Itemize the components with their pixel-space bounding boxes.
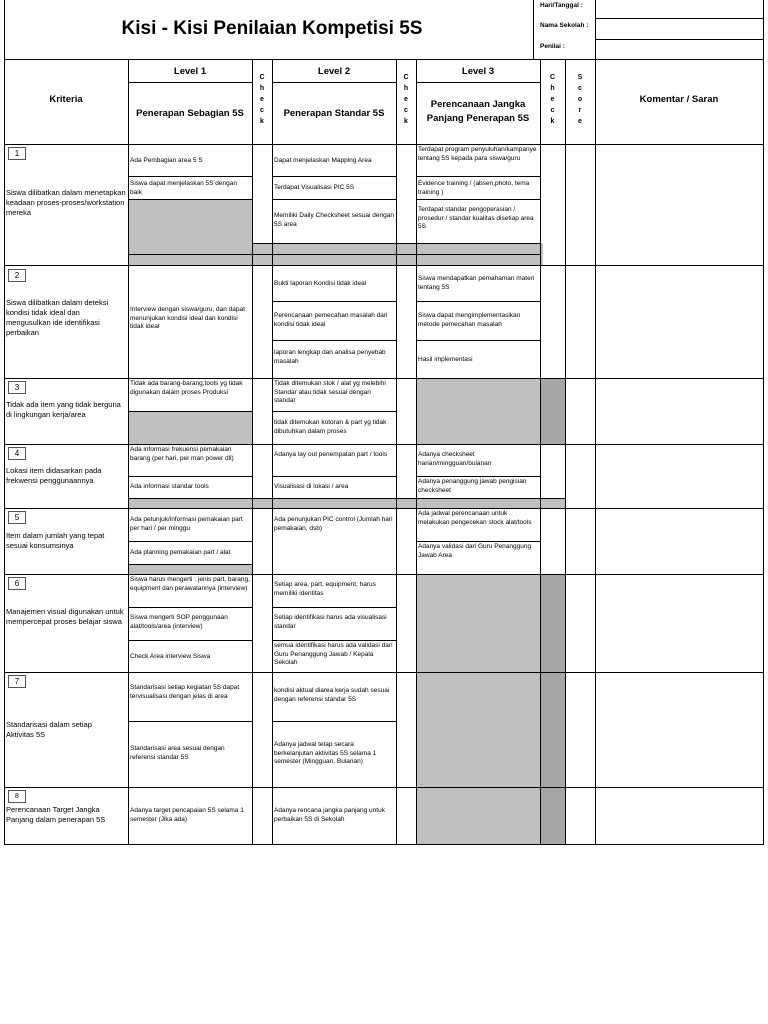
level3-item: Terdapat standar pengoperasian / prosedur / standar kualitas disetiap area 5S (418, 206, 534, 230)
level3-item: Adanya validasi dari Guru Penanggung Jawab Area (418, 543, 532, 559)
date-field-line[interactable] (595, 18, 764, 19)
row-number: 3 (8, 381, 26, 394)
level3-item: Adanya penanggung jawab pengisian checksheet (418, 478, 527, 494)
shade (129, 411, 252, 444)
level2-item: Bukti laporan Kondisi tidak ideal (274, 280, 367, 287)
level1-desc: Penerapan Sebagian 5S (136, 108, 244, 119)
level3-item: Terdapat program penyuluhan/kampanye tentang 5S kepada para siswa/guru (418, 146, 537, 162)
level3-item: Hasil implementasi (418, 356, 473, 363)
level2-item: laporan lengkap dan analisa penyebab masalah (274, 349, 386, 365)
level1-item: Standarisasi setiap kegiatan 5S dapat tervisualisasi dengan jelas di area (130, 684, 240, 700)
row-number: 6 (8, 577, 26, 590)
level2-item: Setiap identifikasi harus ada visualisasi standar (274, 614, 387, 630)
level2-header: Level 2 (317, 66, 351, 77)
level1-item: Siswa harus mengerti : jenis part, barang, equipment dan perawatannya (interview) (130, 576, 250, 592)
divider (595, 0, 596, 60)
level2-item: semua identifikasi harus ada validasi dari Guru Penanggung Jawab / Kepala Sekolah (274, 642, 393, 666)
level1-item: Check Area interview Siswa (130, 653, 211, 660)
level2-item: Perencanaan pemecahan masalah dari kondisi tidak ideal (274, 312, 388, 328)
row-number: 1 (8, 147, 26, 160)
assessment-sheet (4, 0, 764, 845)
level2-item: Adanya jadwal tetap secara berkelanjutan aktivitas 5S selama 1 semester (Mingguan, Bulanan) (274, 741, 377, 765)
level1-item: Ada Pembagian area 5 S (130, 157, 203, 164)
divider (533, 0, 534, 60)
level1-item: Siswa dapat menjelaskan 5S dengan baik (130, 180, 237, 196)
level3-header: Level 3 (461, 66, 495, 77)
criteria-text: Standarisasi dalam setiap Aktivitas 5S (6, 720, 92, 739)
shade (416, 378, 540, 444)
level2-item: Ada penunjukan PIC control (Jumlah hari pemakaian, dsb) (274, 516, 393, 532)
shade (416, 574, 540, 844)
shade (129, 564, 252, 574)
level3-item: Evidence training / (absen,photo, tema training ) (418, 180, 530, 196)
criteria-text: Siswa dilibatkan dalam deteksi kondisi tidak ideal dan mengusulkan ide identifikasi perbaikan (6, 298, 109, 337)
criteria-text: Perencanaan Target Jangka Panjang dalam penerapan 5S (6, 805, 106, 824)
level2-item: Memiliki Daily Checksheet sesuai dengan 5S area (274, 212, 394, 228)
level3-desc: Perencanaan Jangka Panjang Penerapan 5S (426, 99, 530, 124)
level3-item: Siswa mendapatkan pemahaman materi tentang 5S (418, 275, 535, 291)
level2-item: Adanya rencana jangka panjang untuk perbaikan 5S di Sekolah (274, 807, 385, 823)
level1-item: Tidak ada barang-barang,tools yg tidak digunakan dalam proses Produksi (130, 380, 243, 396)
score-header: S c o r e (577, 74, 583, 125)
level2-item: Visualisasi di lokasi / area (274, 483, 349, 490)
criteria-text: Siswa dilibatkan dalam menetapkan keadaan proses-proses/workstation mereka (6, 188, 126, 217)
level2-item: Dapat menjelaskan Mapping Area (274, 157, 372, 164)
row-number: 5 (8, 511, 26, 524)
assessor-label: Penilai : (540, 43, 565, 50)
level3-item: Ada jadwal perencanaan untuk melakukan pengecekan stock alat/tools (418, 510, 532, 526)
shade (540, 378, 565, 444)
level1-item: Ada planning pemakaian part / alat (130, 549, 231, 556)
check-header-1: C h e c k (259, 74, 265, 125)
school-label: Nama Sekolah : (540, 22, 589, 29)
criteria-text: Item dalam jumlah yang tepat sesuai konsumsinya (6, 531, 105, 550)
level1-item: Ada informasi frekuensi pemakaian barang (per hari, per man power dll) (130, 446, 234, 462)
shade (129, 498, 565, 508)
level1-item: Ada petunjuk/informasi pemakaian part per hari / per minggu (130, 516, 243, 532)
criteria-text: Manajemen visual digunakan untuk mempercepat proses belajar siswa (6, 607, 124, 626)
criteria-text: Tidak ada item yang tidak berguna di lingkungan kerja/area (6, 400, 121, 419)
level3-item: Adanya checksheet harian/mingguan/bulanan (418, 451, 492, 467)
level2-item: Setiap area, part, equipment, harus memiliki identitas (274, 581, 376, 597)
level1-item: Standarisasi area sesuai dengan referensi standar 5S (130, 745, 225, 761)
level1-item: Interview dengan siswa/guru, dan dapat menunjukan kondisi ideal dan kondisi tidak ideal (130, 306, 245, 330)
row-number: 8 (8, 790, 26, 803)
check-header-2: C h e c k (403, 74, 409, 125)
school-field-line[interactable] (595, 39, 764, 40)
level2-desc: Penerapan Standar 5S (283, 108, 385, 119)
row-number: 2 (8, 269, 26, 282)
komentar-header: Komentar / Saran (639, 94, 719, 105)
row-number: 4 (8, 447, 26, 460)
kriteria-header: Kriteria (49, 94, 83, 105)
level1-header: Level 1 (173, 66, 207, 77)
level3-item: Siswa dapat mengimplementasikan metode pemecahan masalah (418, 312, 521, 328)
page-title: Kisi - Kisi Penilaian Kompetisi 5S (121, 18, 423, 39)
level2-item: Tidak ditemukan stok / alat yg melebihi Standar atau tidak sesuai dengan standar (274, 380, 386, 404)
level1-item: Adanya target pencapaian 5S selama 1 semester (Jika ada) (130, 807, 244, 823)
criteria-text: Lokasi item didasarkan pada frekwensi penggunaannya (6, 466, 102, 485)
level2-item: kondisi aktual diarea kerja sudah sesuai dengan referensi standar 5S (274, 687, 390, 703)
level2-item: Terdapat Visualisasi PIC 5S (274, 184, 355, 191)
row-number: 7 (8, 675, 26, 688)
level1-item: Ada informasi standar tools (130, 483, 209, 490)
shade (540, 574, 565, 844)
level1-item: Siswa mengerti SOP penggunaan alat/tools/area (interview) (130, 614, 228, 630)
level2-item: tidak ditemukan kotoran & part yg tidak dibutuhkan dalam proses (274, 419, 387, 435)
check-header-3: C h e c k (549, 74, 556, 125)
date-label: Hari/Tanggal : (540, 2, 583, 9)
shade (129, 199, 252, 265)
level2-item: Adanya lay out penempatan part / tools (274, 451, 388, 458)
